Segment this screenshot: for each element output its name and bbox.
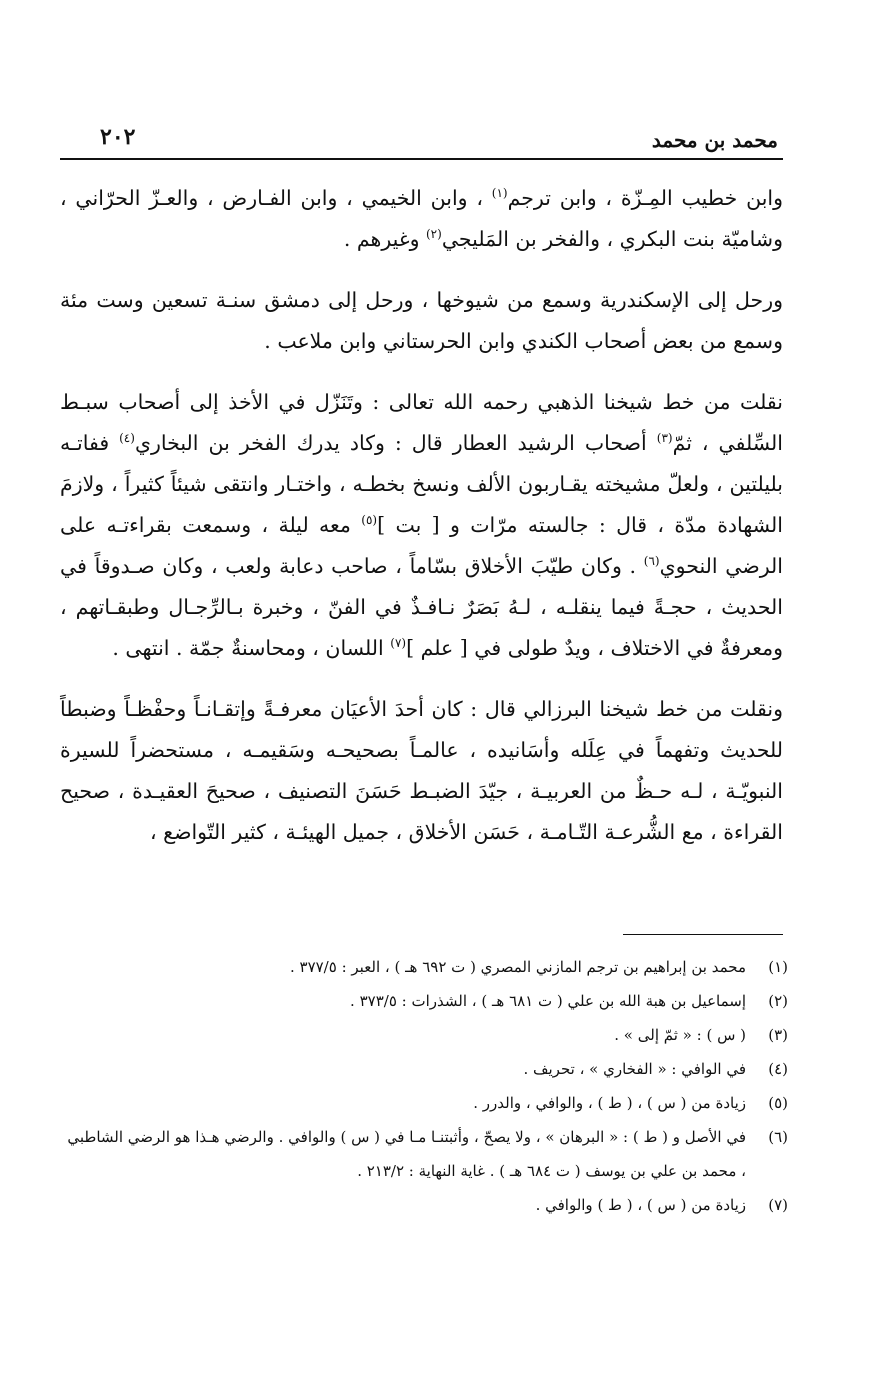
text-run: معه ليلة ، وسمعت بقراءتـه على الرضي النحوي bbox=[60, 513, 784, 578]
footnote-ref: (٦) bbox=[643, 554, 660, 569]
text-run: ففاتـه بليلتين ، ولعلّ مشيخته يقـاربون الألف ونسخ بخطـه ، واختـار وانتقى شيئاً كثيراً ، ولازمَ الشهادة مدّة ، قال : جالسته مرّات و [ بت ] bbox=[60, 431, 783, 537]
main-text bbox=[60, 178, 783, 853]
footnote-number: (٦) bbox=[768, 1128, 788, 1146]
footnote-ref: (٣) bbox=[656, 431, 673, 446]
footnote-number: (٢) bbox=[768, 992, 788, 1010]
text-run: وغيرهم . bbox=[343, 227, 426, 251]
running-title: محمد بن محمد bbox=[651, 128, 778, 152]
text-run: أصحاب الرشيد العطار قال : وكاد يدرك الفخر بن البخاري bbox=[134, 431, 657, 455]
footnote-ref: (٧) bbox=[390, 636, 407, 651]
text-run: ورحل إلى الإسكندرية وسمع من شيوخها ، ورحل إلى دمشق سنـة تسعين وست مئة وسمع من بعض أصحاب الكندي وابن الحرستاني وابن ملاعب . bbox=[60, 288, 783, 353]
footnote-text: في الوافي : « الفخاري » ، تحريف . bbox=[523, 1060, 746, 1078]
footnote-2 bbox=[60, 984, 788, 1018]
text-run: وابن خطيب المِـزّة ، وابن ترجم bbox=[507, 186, 783, 210]
footnote-text: إسماعيل بن هبة الله بن علي ( ت ٦٨١ هـ ) ، الشذرات : ٣٧٣/٥ . bbox=[350, 992, 746, 1010]
paragraph-1 bbox=[60, 178, 783, 260]
footnote-number: (١) bbox=[768, 958, 788, 976]
footnote-text: محمد بن إبراهيم بن ترجم المازني المصري ( ت ٦٩٢ هـ ) ، العبر : ٣٧٧/٥ . bbox=[289, 958, 746, 976]
footnote-text: زيادة من ( س ) ، ( ط ) والوافي . bbox=[535, 1196, 746, 1214]
header-rule bbox=[60, 158, 783, 160]
footnote-rule bbox=[623, 934, 783, 935]
text-run: اللسان ، ومحاسنةٌ جمّة . انتهى . bbox=[112, 636, 391, 660]
paragraph-4 bbox=[60, 689, 783, 853]
footnote-ref: (١) bbox=[491, 186, 508, 201]
paragraph-gap bbox=[60, 362, 783, 382]
paragraph-gap bbox=[60, 669, 783, 689]
text-run: ونقلت من خط شيخنا البرزالي قال : كان أحدَ الأعيَان معرفـةً وإتقـانـاً وحفْظـاً وضبطاً للحديث وتفهماً في عِلَله وأسَانيده ، عالمـاً بصحيحـه وسَقيمـه ، مستحضراً للسيرة النبويّـة ، لـه حـظٌ من العربيـة ، جيّدَ الضبـط حَسَنَ التصنيف ، صحيحَ العقيـدة ، صحيح القراءة ، مع الشُّرعـة التّـامـة ، حَسَن الأخلاق ، جميل الهيئـة ، كثير التّواضع ، bbox=[60, 697, 783, 844]
footnote-ref: (٢) bbox=[425, 227, 442, 242]
footnote-number: (٥) bbox=[768, 1094, 788, 1112]
paragraph-2 bbox=[60, 280, 783, 362]
footnote-5 bbox=[60, 1086, 788, 1120]
footnote-text: في الأصل و ( ط ) : « البرهان » ، ولا يصحّ ، وأثبتنـا مـا في ( س ) والوافي . والرضي هـذا هو الرضي الشاطبي ، محمد بن علي بن يوسف ( ت ٦٨٤ هـ ) . غاية النهاية : ٢١٣/٢ . bbox=[67, 1128, 746, 1180]
footnote-number: (٣) bbox=[768, 1026, 788, 1044]
footnote-7 bbox=[60, 1188, 788, 1222]
page-header bbox=[60, 118, 783, 158]
text-run: نقلت من خط شيخنا الذهبي رحمه الله تعالى : وتَنَزّل في الأخذ إلى أصحاب سبـط السِّلفي ، ثمّ bbox=[60, 390, 783, 455]
footnote-ref: (٥) bbox=[361, 513, 378, 528]
footnote-6 bbox=[60, 1120, 788, 1188]
page-number: ٢٠٢ bbox=[100, 124, 136, 150]
paragraph-gap bbox=[60, 260, 783, 280]
footnotes bbox=[60, 950, 788, 1222]
footnote-ref: (٤) bbox=[119, 431, 135, 446]
text-run: . وكان طيّبَ الأخلاق بسّاماً ، صاحب دعابة ولعب ، وكان صـدوقاً في الحديث ، حجـةً فيما ينقلـه ، لـهُ بَصَرٌ نـافـذٌ في الفنّ ، وخبرة بـالرِّجـال وطبقـاتهم ، ومعرفةٌ في الاختلاف ، ويدٌ طولى في [ علم ] bbox=[60, 554, 783, 660]
footnote-text: ( س ) : « ثمّ إلى » . bbox=[614, 1026, 746, 1044]
text-run: ، وابن الخيمي ، وابن الفـارض ، والعـزّ الحرّاني ، وشاميّة بنت البكري ، والفخر بن المَليجي bbox=[60, 186, 783, 251]
footnote-text: زيادة من ( س ) ، ( ط ) ، والوافي ، والدرر . bbox=[473, 1094, 746, 1112]
footnote-1 bbox=[60, 950, 788, 984]
footnote-3 bbox=[60, 1018, 788, 1052]
paragraph-3 bbox=[60, 382, 783, 669]
footnote-number: (٤) bbox=[768, 1060, 788, 1078]
footnote-4 bbox=[60, 1052, 788, 1086]
footnote-number: (٧) bbox=[768, 1196, 788, 1214]
